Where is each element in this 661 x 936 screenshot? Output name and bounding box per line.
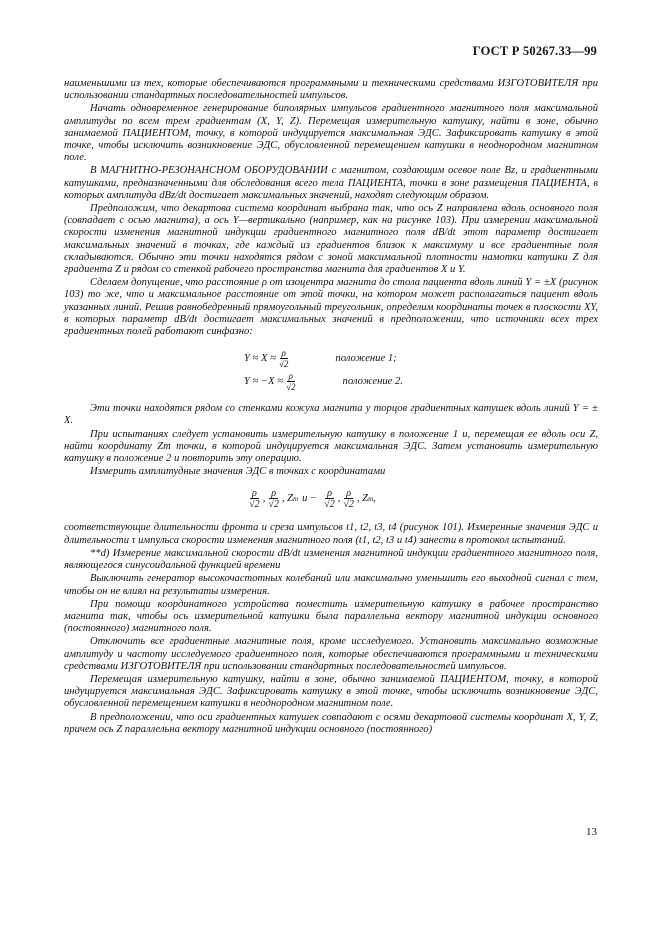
fraction-numerator: ρ (281, 348, 286, 359)
paragraph: При помощи координатного устройства поместить измерительную катушку в рабочее пространство магнита так, чтобы ось измерительной катушки была параллельна вектору магнитной индукции основного (постоянного) магнитного поля. (64, 598, 598, 635)
fraction (268, 489, 279, 509)
page-number: 13 (586, 826, 597, 838)
fraction (343, 489, 354, 509)
position-label: положение 1; (335, 353, 397, 365)
paragraph: Предположим, что декартова система координат выбрана так, что ось Z направлена вдоль основного поля (совпадает с осью магнита), а ось Y—вертикально (например, как на рисунке 103). При измерении максимальной скорости изменения магнитной индукции градиентного магнитного поля dB/dt этот параметр достигает максимальных значений в точках, где каждый из градиентов близок к максимуму и все градиентные поля складываются. Обычно эти точки находятся рядом с зоной максимальной плотности намотки катушки Z для градиента Z и рядом со стенкой рабочего пространства магнита для градиентов X и Y. (64, 203, 598, 276)
formula-lhs: Y ≈ −X ≈ (244, 376, 284, 388)
paragraph: соответствующие длительности фронта и среза импульсов t1, t2, t3, t4 (рисунок 101). Измеренные значения ЭДС и длительности τ импульса скорости изменения магнитного поля (t1, t2, t3 и t4) занести в протокол испытаний. (64, 522, 598, 546)
position-label: положение 2. (342, 376, 403, 388)
paragraph: При испытаниях следует установить измерительную катушку в положение 1 и, перемещая ее вдоль оси Z, найти координату Zm точки, в которой индуцируется максимальная ЭДС. Затем установить измерительную катушку в положение 2 и повторить эту операцию. (64, 428, 598, 465)
fraction-numerator: ρ (346, 488, 352, 500)
standard-header: ГОСТ Р 50267.33—99 (472, 44, 597, 58)
fraction (324, 489, 335, 509)
subscript-m: m (368, 495, 374, 504)
fraction-denominator: √2 (324, 499, 335, 511)
paragraph: Сделаем допущение, что расстояние ρ от изоцентра магнита до стола пациента вдоль линий Y = ±X (рисунок 103) то же, что и максимальное расстояние от этой точки, на котором может располагаться пациент вдоль указанных линий. Решив равнобедренный прямоугольный треугольник, определим координаты точек в плоскости XY, в которых параметр dB/dt достигает максимальных значений в предположении, что источники всех трех градиентных полей работают синфазно: (64, 277, 598, 338)
formula-separator: , (373, 493, 376, 505)
paragraph: **d) Измерение максимальной скорости dB/dt изменения магнитной индукции градиентного магнитного поля, являющегося синусоидальной функцией времени (64, 547, 598, 572)
paragraph: наименьшими из тех, которые обеспечиваются программными и техническими средствами ИЗГОТОВИТЕЛЯ при использовании стандартных последовательностей импульсов. (64, 78, 598, 102)
formula-separator: , (262, 493, 266, 505)
paragraph: Отключить все градиентные магнитные поля, кроме исследуемого. Установить максимально возможные амплитуду и частоту исследуемого градиентного поля, которые обеспечиваются программными и техническими средствами ИЗГОТОВИТЕЛЯ при использовании стандартных последовательностей импульсов. (64, 636, 598, 672)
fraction-numerator: ρ (271, 488, 276, 500)
formula-z: , Z (356, 493, 369, 505)
paragraph: В предположении, что оси градиентных катушек совпадают с осями декартовой системы координат X, Y, Z, причем ось Z параллельна вектору магнитной индукции основного (постоянного) (64, 711, 598, 735)
fraction (286, 372, 295, 392)
document-body (64, 78, 598, 737)
fraction-numerator: ρ (288, 371, 293, 382)
paragraph: Перемещая измерительную катушку, найти в зоне, обычно занимаемой ПАЦИЕНТОМ, точку, в которой индуцируется максимальная ЭДС. Зафиксировать катушку в этой точке, чтобы исключить возникновение ЭДС, обусловленной перемещением катушки в неоднородном магнитном поле. (64, 673, 598, 710)
fraction-denominator: √2 (343, 499, 354, 511)
formula-z: , Z (281, 493, 294, 505)
paragraph: Эти точки находятся рядом со стенками кожуха магнита у торцов градиентных катушек вдоль линий Y = ± X. (64, 403, 598, 427)
paragraph: Начать одновременное генерирование биполярных импульсов градиентного магнитного поля максимальной амплитуды по всем трем градиентам (X, Y, Z). Перемещая измерительную катушку, найти в зоне, обычно занимаемой ПАЦИЕНТОМ, точку, в которой индуцируется максимальная ЭДС. Зафиксировать катушку в этой точке, чтобы исключить возникновение ЭДС, обусловленной перемещением катушки в неоднородном магнитном поле. (64, 103, 598, 164)
paragraph: Измерить амплитудные значения ЭДС в точках с координатами (90, 466, 386, 478)
fraction (249, 489, 260, 509)
fraction-denominator: √2 (278, 359, 289, 370)
fraction-numerator: ρ (252, 488, 257, 500)
fraction-denominator: √2 (268, 499, 279, 511)
fraction-denominator: √2 (286, 382, 296, 393)
formula-position-2 (244, 371, 598, 393)
formula-position-1 (244, 348, 598, 370)
formula-and: и − (302, 493, 318, 505)
fraction-numerator: ρ (327, 488, 332, 500)
fraction-denominator: √2 (249, 499, 260, 511)
paragraph: Выключить генератор высокочастотных колебаний или максимально уменьшить его выходной сигнал с тем, чтобы он не влиял на результаты измерения. (64, 573, 598, 597)
paragraph: В МАГНИТНО-РЕЗОНАНСНОМ ОБОРУДОВАНИИ с магнитом, создающим осевое поле Bz, и градиентными катушками, предназначенными для обследования всего тела ПАЦИЕНТА, точки в зоне размещения ПАЦИЕНТА, в которых амплитуда dBz/dt достигает максимальных значений, находят следующим образом. (64, 165, 598, 201)
fraction (279, 349, 288, 369)
formula-lhs: Y ≈ X ≈ (244, 353, 276, 365)
formula-coordinates (24, 486, 598, 512)
formula-separator: , (337, 493, 341, 505)
subscript-m: m (293, 495, 299, 504)
